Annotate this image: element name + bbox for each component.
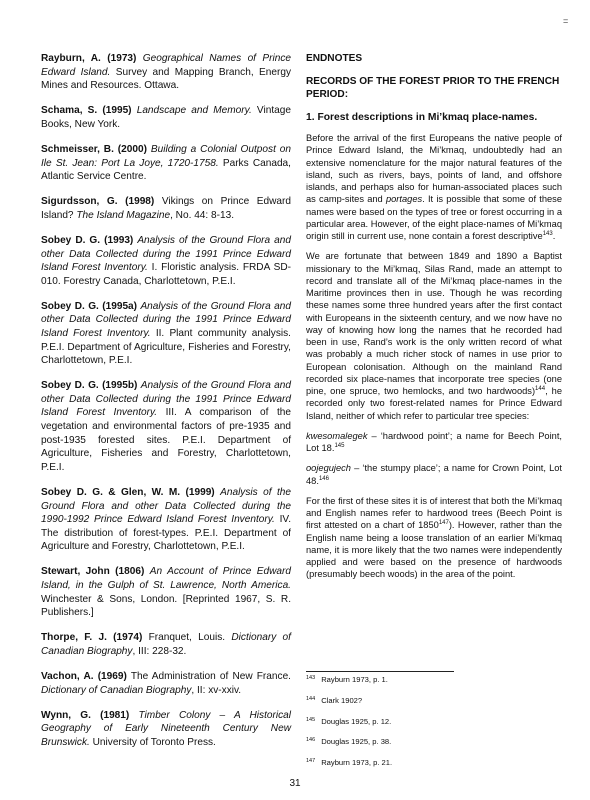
footnote: $^{144}$ Clark 1902? <box>306 695 363 705</box>
body-paragraph: For the first of these sites it is of interest that both the Mi’kmaq and English names refer to hardwood trees (Beech Point is first attested on a chart of 1850$^{147}$). However, rather than the English name being a loose translation of an earlier Mi’kmaq name, it is more likely that the two names were independently applied and were based on the presence of hardwoods (presumably beech woods) in the area of the point. <box>306 495 562 580</box>
footnote-ref: 144 <box>535 386 546 392</box>
footnotes <box>306 675 556 779</box>
body-paragraph: Before the arrival of the first Europeans the native people of Prince Edward Island, the Mi’kmaq, undoubtedly had an extensive nomenclature for the major natural features of the island, such as rivers, bays, points of land, and offshore islands, and perhaps also for human-associated places such as camp-sites and portages. It is possible that some of these names were based on the types of tree or forest occurring in a particular area. However, of the eight place-names of Mi’kmaq origin still in current use, none contain a forest descriptive$^{143}$. <box>306 133 562 241</box>
reference-entry: Schmeisser, B. (2000) Building a Colonial Outpost on Ile St. Jean: Port La Joye, 1720-1758. Parks Canada, Atlantic Service Centre. <box>41 143 291 183</box>
reference-entry: Sobey D. G. (1995b) Analysis of the Ground Flora and other Data Collected during the 1991 Prince Edward Island Forest Inventory. III. A comparison of the vegetation and environmental factors of pre-1935 and post-1935 forested sites. P.E.I. Department of Agriculture, Fisheries and Forestry, Charlottetown, P.E.I. <box>41 380 291 473</box>
endnotes-heading: ENDNOTES <box>306 53 363 64</box>
reference-entry: Sobey D. G. (1995a) Analysis of the Ground Flora and other Data Collected during the 1991 Prince Edward Island Forest Inventory. II. Plant community analysis. P.E.I. Department of Agriculture, Fisheries and Forestry, Charlottetown, P.E.I. <box>41 300 292 367</box>
reference-entry: Sigurdsson, G. (1998) Vikings on Prince Edward Island? The Island Magazine, No. 44: 8-13. <box>41 196 291 221</box>
place-name-entry: kwesomalegek – ‘hardwood point’; a name for Beech Point, Lot 18.$^{145}$ <box>306 430 562 453</box>
reference-entry: Sobey D. G. (1993) Analysis of the Ground Flora and other Data Collected during the 1991 Prince Edward Island Forest Inventory. I. Floristic analysis. FRDA SD-010. Forestry Canada, Charlottetown, P.E.I. <box>41 234 291 287</box>
reference-entry: Schama, S. (1995) Landscape and Memory. Vintage Books, New York. <box>41 105 291 130</box>
body-paragraph: We are fortunate that between 1849 and 1890 a Baptist missionary to the Mi’kmaq, Silas Rand, made an attempt to record and translate all of the Mi’kmaq place-names in the Maritime provinces then in use. Though he was recording these names some three hundred years after the first contact with Europeans in the sixteenth century, and we now have no way of knowing how long the names that he recorded had been in use, Rand’s work is the only written record of what was probably a much richer stock of names in use prior to European colonisation. Although on the mainland Rand recorded six place-names that incorporate tree species (one pine, one spruce, two hemlocks, and two hardwoods)$^{144}$, he recorded only two forest-related names for Prince Edward Island, neither of which refer to particular tree species: <box>306 251 562 421</box>
footnote: $^{146}$ Douglas 1925, p. 38. <box>306 737 392 747</box>
footnote: $^{145}$ Douglas 1925, p. 12. <box>306 716 392 726</box>
endnotes-column <box>306 52 562 589</box>
reference-entry: Stewart, John (1806) An Account of Prince Edward Island, in the Gulph of St. Lawrence, North America. Winchester & Sons, London. [Reprinted 1967, S. R. Publishers.] <box>41 566 291 619</box>
footnote: $^{143}$ Rayburn 1973, p. 1. <box>306 675 388 684</box>
page-number: 31 <box>289 778 301 789</box>
reference-entry: Thorpe, F. J. (1974) Franquet, Louis. Dictionary of Canadian Biography, III: 228-32. <box>41 632 291 657</box>
footnote-ref: 143 <box>542 231 553 237</box>
corner-mark: = <box>563 16 569 26</box>
reference-entry: Sobey D. G. & Glen, W. M. (1999) Analysis of the Ground Flora and other Data Collected during the 1990-1992 Prince Edward Island Forest Inventory. IV. The distribution of forest-types. P.E.I. Department of Agriculture and Forestry, Charlottetown, P.E.I. <box>41 486 291 553</box>
footnote-divider <box>306 671 454 672</box>
subsection-heading: 1. Forest descriptions in Mi’kmaq place-names. <box>306 111 538 123</box>
reference-entry: Wynn, G. (1981) Timber Colony – A Historical Geography of Early Nineteenth Century New Brunswick. University of Toronto Press. <box>41 709 291 748</box>
footnote-ref: 145 <box>334 443 345 449</box>
footnote-ref: 147 <box>438 520 449 527</box>
reference-entry: Rayburn, A. (1973) Geographical Names of Prince Edward Island. Survey and Mapping Branch, Energy Mines and Resources. Ottawa. <box>41 53 291 92</box>
place-name-entry: oojegujech – ‘the stumpy place’; a name for Crown Point, Lot 48.$^{146}$ <box>306 463 562 486</box>
footnote-ref: 146 <box>318 475 329 482</box>
footnote: $^{147}$ Rayburn 1973, p. 21. <box>306 758 393 768</box>
section-heading: RECORDS OF THE FOREST PRIOR TO THE FRENCH PERIOD: <box>306 75 560 100</box>
references-column <box>41 52 291 761</box>
reference-entry: Vachon, A. (1969) The Administration of New France. Dictionary of Canadian Biography, II: xv-xxiv. <box>41 670 291 696</box>
